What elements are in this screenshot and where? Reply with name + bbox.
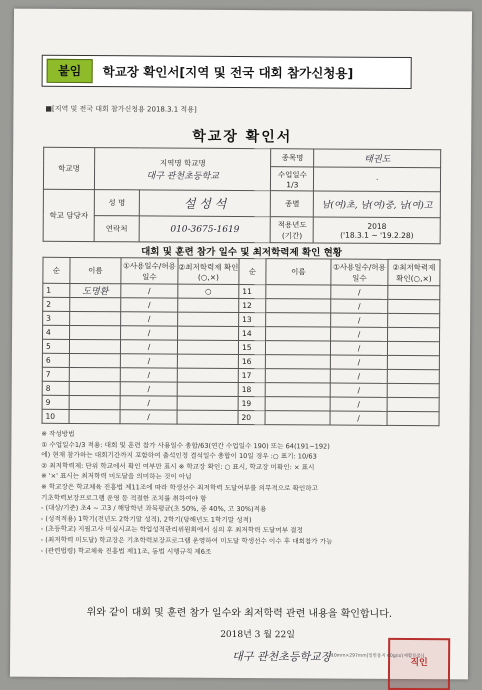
row-days: / bbox=[330, 411, 387, 425]
row-check bbox=[387, 369, 439, 383]
name-value: 설 성 석 bbox=[139, 190, 271, 217]
row-days: / bbox=[120, 340, 177, 354]
attachment-header bbox=[42, 55, 412, 89]
instruction-line: - (관련법령) 학교체육 진흥법 제11조, 동법 시행규칙 제6조 bbox=[40, 546, 212, 556]
row-check bbox=[387, 397, 439, 411]
header-no: 순 bbox=[43, 257, 70, 283]
row-no: 4 bbox=[43, 325, 70, 339]
row-name bbox=[265, 355, 330, 369]
apply-period-value: ('18.3.1 ~ '19.2.28) bbox=[340, 230, 414, 240]
instruction-line: - (초등학교) 지필고사 미실시교는 학업성적관리위원회에서 심의 후 최저학력 도달여부 결정 bbox=[40, 525, 303, 535]
apply-period-label: (기간) bbox=[281, 230, 303, 240]
document-page bbox=[10, 9, 472, 680]
paper-spec-footer: 210mm×297mm[일반용지 60g/㎡(재활용품)] bbox=[328, 653, 425, 660]
row-days: / bbox=[331, 285, 388, 299]
row-days: / bbox=[331, 299, 388, 313]
header-check: ②최저학력제 확인(○,×) bbox=[178, 258, 239, 284]
row-no: 7 bbox=[42, 367, 69, 381]
row-days: / bbox=[331, 327, 388, 341]
row-check bbox=[387, 355, 439, 369]
row-name bbox=[70, 297, 121, 311]
row-days: / bbox=[330, 341, 387, 355]
participation-table bbox=[42, 257, 441, 426]
row-name bbox=[265, 383, 330, 397]
row-no: 3 bbox=[43, 311, 70, 325]
document-title: 학교장 확인서 bbox=[192, 128, 293, 146]
row-no: 1 bbox=[43, 283, 70, 297]
row-check bbox=[177, 410, 238, 424]
info-table bbox=[43, 147, 442, 244]
class-days-ratio: 1/3 bbox=[286, 179, 299, 189]
row-days: / bbox=[120, 382, 177, 396]
row-name bbox=[69, 353, 120, 367]
row-check: ○ bbox=[178, 284, 239, 298]
instructions bbox=[41, 429, 452, 559]
row-name bbox=[266, 299, 331, 313]
row-no: 19 bbox=[238, 396, 265, 410]
event-label: 종목명 bbox=[271, 149, 314, 167]
row-check bbox=[177, 354, 238, 368]
row-name bbox=[70, 311, 121, 325]
row-name bbox=[69, 409, 120, 423]
row-no: 5 bbox=[42, 339, 69, 353]
row-check bbox=[388, 299, 440, 313]
apply-year-cell bbox=[314, 217, 441, 244]
row-name bbox=[265, 411, 330, 425]
row-no: 2 bbox=[43, 297, 70, 311]
row-check bbox=[178, 326, 239, 340]
row-name bbox=[265, 397, 330, 411]
row-no: 14 bbox=[239, 326, 266, 340]
instruction-line: 에) 현재 참가하는 대회기간까지 포함하여 출석인정 결석일수 총합이 10일 경우 :○ 표기: 10/63 bbox=[41, 450, 317, 461]
header-name: 이름 bbox=[266, 259, 331, 285]
region-school-label: 지역명 학교명 bbox=[159, 158, 206, 168]
category-label: 종별 bbox=[271, 191, 314, 217]
row-check bbox=[387, 383, 439, 397]
row-days: / bbox=[331, 313, 388, 327]
class-days-label-cell bbox=[271, 167, 314, 191]
row-days: / bbox=[121, 312, 178, 326]
row-days: / bbox=[121, 284, 178, 298]
row-check bbox=[387, 341, 439, 355]
instruction-line: ※ '×' 표시는 최저학력 미도달을 의미하는 것이 아님 bbox=[41, 472, 192, 482]
row-check bbox=[178, 312, 239, 326]
row-no: 18 bbox=[238, 382, 265, 396]
row-check bbox=[387, 411, 439, 425]
school-value: 대구 관천초등학교 bbox=[146, 170, 219, 182]
apply-year-value: 2018 bbox=[367, 221, 387, 231]
row-name: 도명환 bbox=[70, 283, 121, 297]
row-days: / bbox=[120, 368, 177, 382]
row-days: / bbox=[330, 369, 387, 383]
row-days: / bbox=[121, 298, 178, 312]
instruction-line: ① 수업일수1/3 적용: 대회 및 훈련 참가 사용일수 총합/63(연간 수업일수 190) 또는 64(191~192) bbox=[41, 440, 330, 451]
row-name bbox=[70, 325, 121, 339]
seal-text: 직인 bbox=[410, 658, 428, 669]
row-check bbox=[177, 340, 238, 354]
row-no: 11 bbox=[239, 284, 266, 298]
row-check bbox=[177, 382, 238, 396]
instruction-line: - (최저학력 미도달) 학교장은 기초학력보장프로그램 운영하여 미도달 학생선수 이수 후 대회참가 가능 bbox=[40, 535, 333, 546]
header-no: 순 bbox=[239, 258, 266, 284]
row-check bbox=[177, 396, 238, 410]
row-days: / bbox=[330, 355, 387, 369]
row-no: 16 bbox=[238, 354, 265, 368]
applicability-note: ■[지역 및 전국 대회 참가신청용 2018.3.1 적용] bbox=[45, 104, 197, 114]
event-value: 태권도 bbox=[314, 149, 441, 168]
row-check bbox=[388, 313, 440, 327]
row-no: 13 bbox=[239, 312, 266, 326]
row-no: 20 bbox=[238, 410, 265, 424]
row-check bbox=[388, 327, 440, 341]
instruction-line: - (성적적용) 1학기(전년도 2학기말 성적), 2학기(당해년도 1학기말 성적) bbox=[40, 514, 252, 524]
apply-year-label: 적용년도 bbox=[277, 219, 307, 229]
row-no: 8 bbox=[42, 381, 69, 395]
row-days: / bbox=[120, 396, 177, 410]
row-check bbox=[178, 298, 239, 312]
school-label: 학교명 bbox=[43, 147, 94, 189]
row-days: / bbox=[120, 354, 177, 368]
confirm-date: 2018년 3 월 22일 bbox=[220, 629, 296, 641]
row-no: 15 bbox=[238, 340, 265, 354]
row-no: 6 bbox=[42, 353, 69, 367]
row-check bbox=[388, 285, 440, 299]
row-name bbox=[69, 395, 120, 409]
row-name bbox=[69, 367, 120, 381]
row-days: / bbox=[330, 397, 387, 411]
header-check: ②최저학력제 확인(○,×) bbox=[388, 259, 440, 285]
class-days-value: · bbox=[314, 167, 441, 192]
row-check bbox=[177, 368, 238, 382]
name-label: 성 명 bbox=[94, 190, 139, 216]
school-cell bbox=[94, 148, 271, 191]
instruction-line: ② 최저학력제: 단위 학교에서 확인 여부만 표시 ※ 학교장 확인: ○ 표시, 학교장 미확인: × 표시 bbox=[41, 461, 315, 472]
instruction-line: 기초학력보장프로그램 운영 등 적절한 조치를 취하여야 함 bbox=[41, 493, 207, 503]
header-title: 학교장 확인서[지역 및 전국 대회 참가신청용] bbox=[102, 64, 354, 81]
row-name bbox=[265, 341, 330, 355]
row-name bbox=[266, 285, 331, 299]
row-days: / bbox=[330, 383, 387, 397]
category-value: 남(여)초, 남(여)중, 남(여)고 bbox=[314, 191, 441, 218]
row-no: 9 bbox=[42, 395, 69, 409]
row-days: / bbox=[121, 326, 178, 340]
row-name bbox=[69, 339, 120, 353]
table-row bbox=[42, 409, 439, 425]
instruction-line: ※ 작성방법 bbox=[41, 429, 75, 438]
table-header-row bbox=[43, 257, 440, 285]
instruction-line: - (대상/기준) 초4 ~ 고3 / 해당학년 과목평균(초 50%, 중 40%, 고 30%)적용 bbox=[40, 503, 267, 514]
apply-year-label-cell bbox=[271, 217, 314, 243]
section-title: 대회 및 훈련 참가 일수 및 최저학력제 확인 현황 bbox=[141, 246, 342, 259]
class-days-label: 수업일수 bbox=[277, 169, 307, 179]
row-no: 12 bbox=[239, 298, 266, 312]
principal-signature: 대구 관천초등학교장 bbox=[232, 649, 332, 664]
header-days: ①사용일수/허용일수 bbox=[121, 258, 178, 284]
contact-label: 연락처 bbox=[94, 216, 139, 242]
row-name bbox=[265, 369, 330, 383]
header-name: 이름 bbox=[70, 257, 121, 283]
confirm-statement: 위와 같이 대회 및 훈련 참가 일수와 최저학력 관련 내용을 확인합니다. bbox=[86, 607, 393, 620]
row-name bbox=[69, 381, 120, 395]
official-seal bbox=[388, 638, 450, 690]
attachment-badge: 붙임 bbox=[47, 59, 93, 83]
officer-label: 학교 담당자 bbox=[43, 189, 94, 241]
row-name bbox=[266, 313, 331, 327]
instruction-line: ※ 학교장은 학교체육 진흥법 제11조에 따라 학생선수 최저학력 도달여부를 의무적으로 확인하고 bbox=[41, 482, 319, 493]
row-name bbox=[266, 327, 331, 341]
contact-value: 010-3675-1619 bbox=[139, 216, 271, 243]
row-no: 10 bbox=[42, 409, 69, 423]
row-no: 17 bbox=[238, 368, 265, 382]
header-days: ①사용일수/허용일수 bbox=[331, 259, 388, 285]
row-days: / bbox=[120, 410, 177, 424]
